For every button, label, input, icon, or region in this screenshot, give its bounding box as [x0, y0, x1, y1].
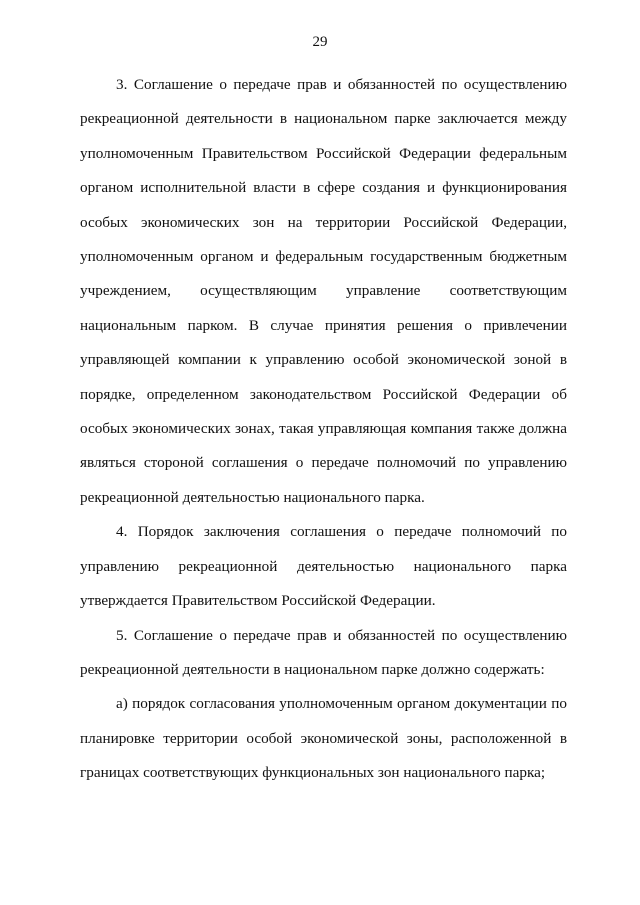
paragraph-line: уполномоченным органом и федеральным государственным бюджетным [80, 248, 567, 266]
paragraph-line: 4. Порядок заключения соглашения о передаче полномочий по [116, 523, 567, 541]
paragraph-line: утверждается Правительством Российской Федерации. [80, 592, 436, 610]
paragraph-line: особых экономических зон на территории Российской Федерации, [80, 213, 567, 231]
page-number: 29 [312, 34, 328, 50]
paragraph-5a [80, 687, 567, 790]
paragraph-line: управлению рекреационной деятельностью национального парка [80, 557, 567, 575]
paragraph-line: порядке, определенном законодательством Российской Федерации об [80, 385, 567, 403]
paragraph-line: управляющей компании к управлению особой экономической зоной в [80, 351, 567, 369]
paragraph-3 [80, 68, 567, 515]
paragraph-line: уполномоченным Правительством Российской Федерации федеральным [80, 144, 567, 162]
paragraph-line: рекреационной деятельностью национального парка. [80, 488, 425, 506]
paragraph-line: рекреационной деятельности в национальном парке заключается между [80, 110, 567, 128]
paragraph-line: национальным парком. В случае принятия решения о привлечении [80, 316, 567, 334]
document-body [80, 68, 567, 791]
paragraph-line: учреждением, осуществляющим управление соответствующим [80, 282, 567, 300]
paragraph-line: 5. Соглашение о передаче прав и обязанностей по осуществлению [116, 626, 567, 644]
paragraph-line: являться стороной соглашения о передаче полномочий по управлению [80, 454, 567, 472]
paragraph-line: 3. Соглашение о передаче прав и обязанностей по осуществлению [116, 76, 567, 93]
paragraph-line: рекреационной деятельности в национальном парке должно содержать: [80, 660, 545, 678]
paragraph-line: а) порядок согласования уполномоченным органом документации по [116, 695, 567, 713]
paragraph-line: планировке территории особой экономической зоны, расположенной в [80, 729, 567, 747]
paragraph-line: органом исполнительной власти в сфере создания и функционирования [80, 179, 567, 197]
paragraph-4 [80, 515, 567, 618]
paragraph-line: границах соответствующих функциональных зон национального парка; [80, 764, 546, 782]
paragraph-5 [80, 619, 567, 688]
paragraph-line: особых экономических зонах, такая управляющая компания также должна [80, 420, 567, 438]
